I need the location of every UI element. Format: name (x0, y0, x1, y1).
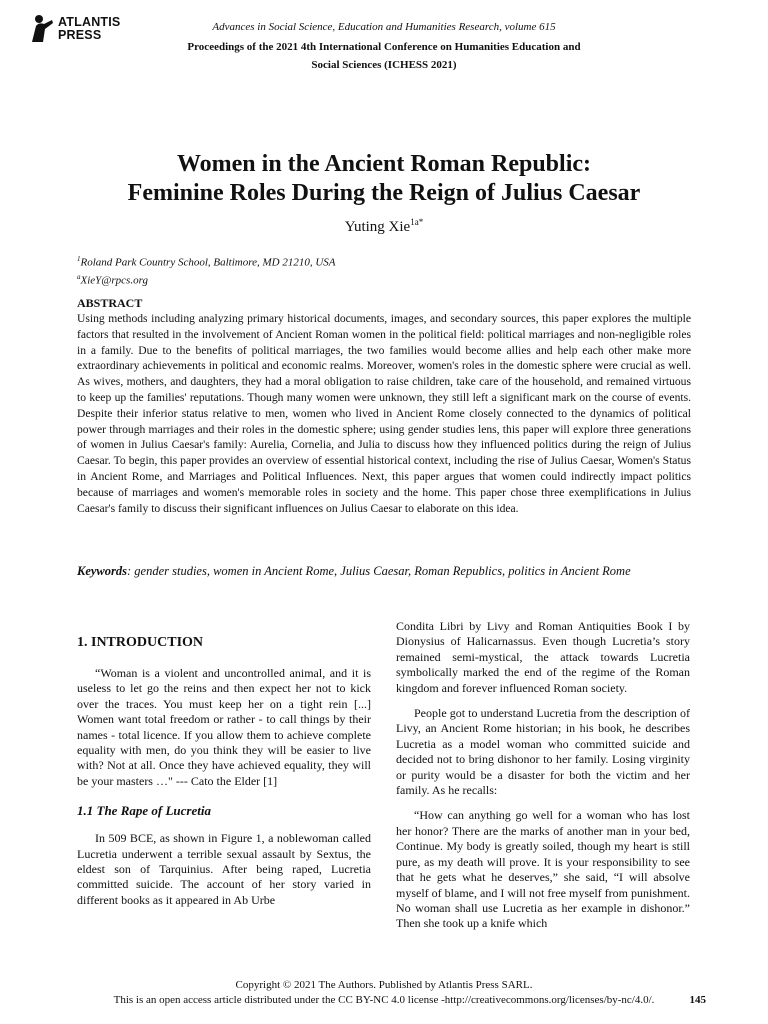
copyright-notice: Copyright © 2021 The Authors. Published by Atlantis Press SARL. (235, 979, 533, 991)
title-line-1: Women in the Ancient Roman Republic: (176, 151, 592, 177)
livy-paragraph: People got to understand Lucretia from the description of Livy, an Ancient Rome historian; in his book, he describes Lucretia as a model woman who committed suicide and decided not to bring dishonor to her family. Losing virginity or purity would be a disaster for both the victim and her family. As he recalls: (396, 706, 690, 798)
paper-title (60, 150, 708, 208)
continued-paragraph: Condita Libri by Livy and Roman Antiquities Book I by Dionysius of Halicarnassus. Even though Lucretia’s story remained semi-mystical, the attack towards Lucretia symbolically marked the end of the regime of the Roman kingdom and forever influenced Roman society. (396, 619, 690, 695)
abstract-heading: ABSTRACT (77, 296, 143, 310)
title-line-2: Feminine Roles During the Reign of Julius Caesar (127, 180, 641, 206)
page-number: 145 (689, 994, 706, 1006)
email-text: XieY@rpcs.org (80, 274, 148, 287)
publisher-logo (30, 14, 130, 46)
keywords-text: : gender studies, women in Ancient Rome, Julius Caesar, Roman Republics, politics in Ancient Rome (127, 564, 631, 578)
section-heading: 1. INTRODUCTION (77, 635, 204, 650)
logo-wordmark (58, 16, 120, 42)
lucretia-paragraph: In 509 BCE, as shown in Figure 1, a noblewoman called Lucretia underwent a terrible sexual assault by Sextus, the eldest son of Tarquinius. After being raped, Lucretia committed suicide. The account of her story varied in different books as it appeared in Ab Urbe (77, 831, 371, 907)
logo-line-2: PRESS (58, 28, 102, 42)
proceedings-line-2: Social Sciences (ICHESS 2021) (311, 59, 457, 71)
page-footer (0, 978, 768, 1008)
abstract-body: Using methods including analyzing primary historical documents, images, and secondary sources, this paper explores the multiple factors that resulted in the involvement of Ancient Roman women in the political field: political marriages and non-negligible roles in a family. Due to the benefits of political marriages, the two families would become allies and help each other make more extraordinary achievements in political and economic realms. Moreover, women's roles in the domestic sphere were crucial as well. As wives, mothers, and daughters, they had a moral obligation to raise children, take care of the household, and remained virtuous to keep up the families' reputations. Though many women were unknown, they still left a significant mark on the course of events. Despite their inferior status relative to men, women who lived in Ancient Rome closely connected to the dynamics of political power through marriages and their roles in the domestic sphere; using gender studies lens, this paper will explore three generations of women in Julius Caesar's family: Aurelia, Cornelia, and Julia to discuss how they influenced politics during the reign of Julius Caesar. To begin, this paper provides an overview of essential historical context, including the rise of Julius Caesar, Women's Status in Ancient Rome, and Marriages and Political Influences. Next, this paper argues that women could indirectly impact politics because of marriages and women's memorable roles in society and the home. This paper chose three exemplifications in Julius Caesar's family to discuss their significant influences on Julius Caesar to elaborate on this idea. (77, 312, 691, 515)
running-header (120, 20, 648, 74)
affiliation-text: Roland Park Country School, Baltimore, MD 21210, USA (80, 256, 336, 269)
keywords (77, 563, 691, 579)
author-name: Yuting Xie (344, 219, 411, 235)
abstract (77, 296, 691, 516)
journal-name: Advances in Social Science, Education and Humanities Research, volume 615 (212, 21, 556, 33)
proceedings-line-1: Proceedings of the 2021 4th International Conference on Humanities Education and (187, 41, 581, 53)
email-superscript: a (77, 272, 81, 281)
author-email (77, 270, 336, 288)
proceedings-title (120, 38, 648, 74)
affiliation-block (77, 252, 336, 287)
right-column (396, 619, 690, 942)
subsection-heading: 1.1 The Rape of Lucretia (77, 803, 211, 819)
cato-quote: “Woman is a violent and uncontrolled animal, and it is useless to let go the reins and then expect her not to kick over the traces. You must keep her on a tight rein [...] Women want total freedom or rather - to call things by their names - total licence. If you allow them to achieve complete equality with men, do you think they will be easier to live with? Not at all. Once they have achieved equality, they will be your masters …" --- Cato the Elder [1] (77, 666, 371, 788)
author-superscript: 1a* (410, 217, 424, 227)
lucretia-quote: “How can anything go well for a woman who has lost her honor? There are the marks of another man in your bed, Continue. My body is greatly soiled, though my heart is still pure, as my death will prove. It is your responsibility to see that he gets what he deserves,” she said, “I will absolve myself of blame, and I will not free myself from punishment. No woman shall use Lucretia as her example in dishonor.” Then she took up a knife which (396, 808, 690, 931)
affiliation (77, 252, 336, 270)
keywords-label: Keywords (77, 564, 127, 578)
license-notice: This is an open access article distributed under the CC BY-NC 4.0 license -http://creativecommons.org/licenses/by-nc/4.0/. (113, 994, 655, 1006)
left-column (77, 634, 371, 918)
author-line (0, 217, 768, 236)
logo-line-1: ATLANTIS (58, 15, 121, 29)
affiliation-superscript: 1 (77, 255, 81, 263)
atlas-figure-icon (30, 14, 54, 44)
